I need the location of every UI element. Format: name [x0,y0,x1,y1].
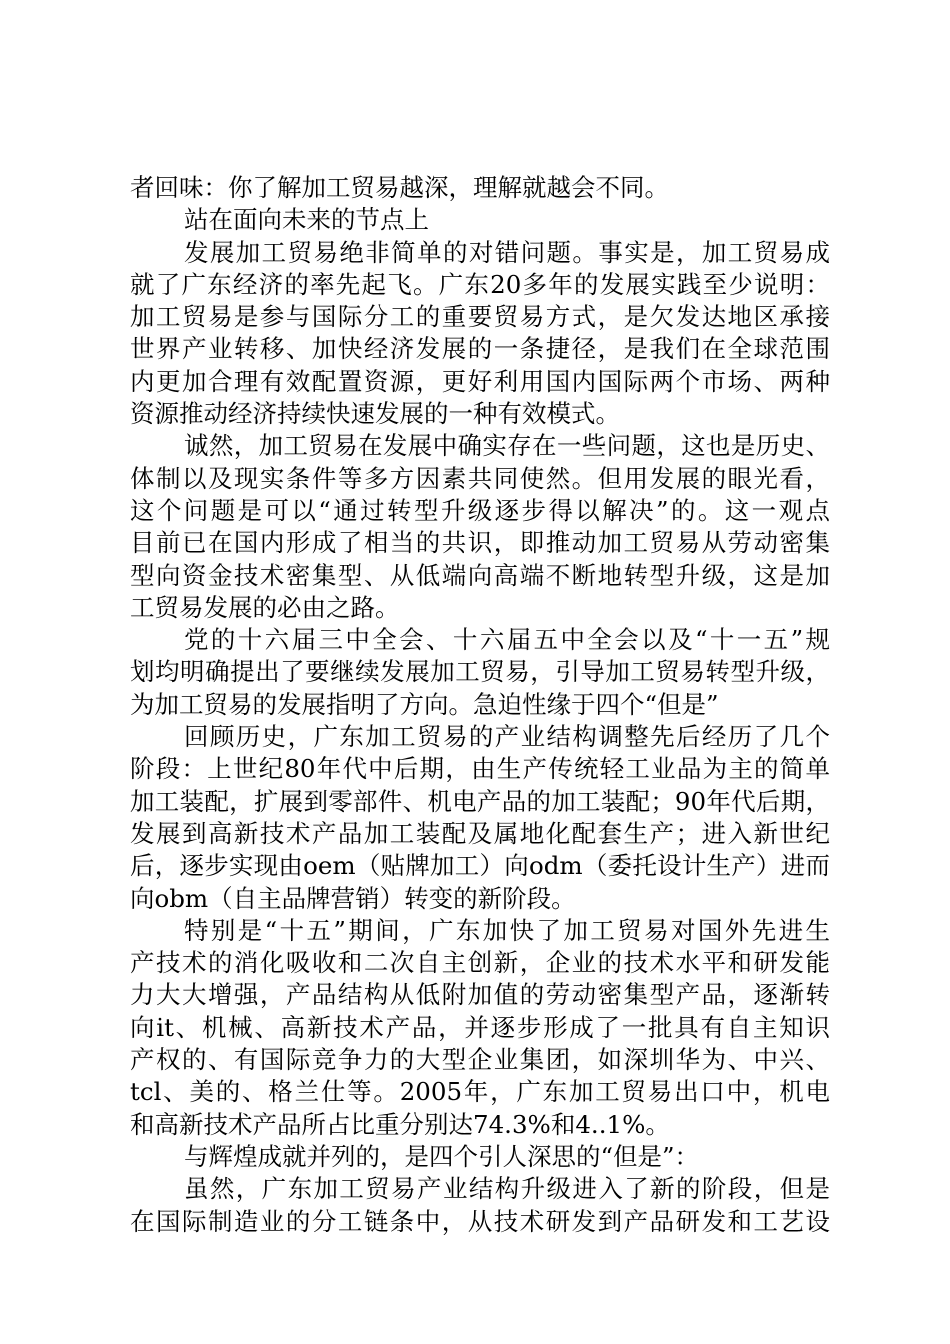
text-line: 回顾历史，广东加工贸易的产业结构调整先后经历了几个 [184,722,830,752]
text-line: 在国际制造业的分工链条中，从技术研发到产品研发和工艺设 [130,1206,830,1236]
text-line: 加工贸易是参与国际分工的重要贸易方式，是欠发达地区承接 [130,302,830,332]
text-line: 向it、机械、高新技术产品，并逐步形成了一批具有自主知识 [130,1012,830,1042]
text-line: 与辉煌成就并列的，是四个引人深思的“但是”： [184,1141,700,1171]
text-line: 工贸易发展的必由之路。 [130,592,400,622]
text-line: 加工装配，扩展到零部件、机电产品的加工装配；90年代后期， [130,786,830,816]
text-line: 这个问题是可以“通过转型升级逐步得以解决”的。这一观点 [130,495,830,525]
text-line: 目前已在国内形成了相当的共识，即推动加工贸易从劳动密集 [130,528,830,558]
text-line: tcl、美的、格兰仕等。2005年，广东加工贸易出口中，机电 [130,1077,830,1107]
text-line: 虽然，广东加工贸易产业结构升级进入了新的阶段，但是 [184,1174,830,1204]
text-line: 发展到高新技术产品加工装配及属地化配套生产；进入新世纪 [130,818,830,848]
text-line: 发展加工贸易绝非简单的对错问题。事实是，加工贸易成 [184,237,830,267]
text-line: 型向资金技术密集型、从低端向高端不断地转型升级，这是加 [130,560,830,590]
text-line: 和高新技术产品所占比重分别达74.3%和4..1%。 [130,1109,670,1139]
text-line: 体制以及现实条件等多方因素共同使然。但用发展的眼光看， [130,463,830,493]
text-line: 向obm（自主品牌营销）转变的新阶段。 [130,883,576,913]
text-line: 诚然，加工贸易在发展中确实存在一些问题，这也是历史、 [184,431,830,461]
text-line: 为加工贸易的发展指明了方向。急迫性缘于四个“但是” [130,689,719,719]
text-line: 特别是“十五”期间，广东加快了加工贸易对国外先进生 [184,915,830,945]
text-line: 资源推动经济持续快速发展的一种有效模式。 [130,399,620,429]
text-line: 党的十六届三中全会、十六届五中全会以及“十一五”规 [184,625,830,655]
document-body [130,172,830,1238]
text-line: 阶段：上世纪80年代中后期，由生产传统轻工业品为主的简单 [130,754,830,784]
text-line: 站在面向未来的节点上 [184,205,429,235]
text-line: 后，逐步实现由oem（贴牌加工）向odm（委托设计生产）进而 [130,851,830,881]
text-line: 内更加合理有效配置资源，更好利用国内国际两个市场、两种 [130,366,830,396]
text-line: 产技术的消化吸收和二次自主创新，企业的技术水平和研发能 [130,948,830,978]
text-line: 就了广东经济的率先起飞。广东20多年的发展实践至少说明： [130,269,830,299]
text-line: 世界产业转移、加快经济发展的一条捷径，是我们在全球范围 [130,334,830,364]
text-line: 划均明确提出了要继续发展加工贸易，引导加工贸易转型升级， [130,657,830,687]
text-line: 者回味：你了解加工贸易越深，理解就越会不同。 [130,173,669,202]
text-line: 力大大增强，产品结构从低附加值的劳动密集型产品，逐渐转 [130,980,830,1010]
text-line: 产权的、有国际竞争力的大型企业集团，如深圳华为、中兴、 [130,1045,830,1075]
